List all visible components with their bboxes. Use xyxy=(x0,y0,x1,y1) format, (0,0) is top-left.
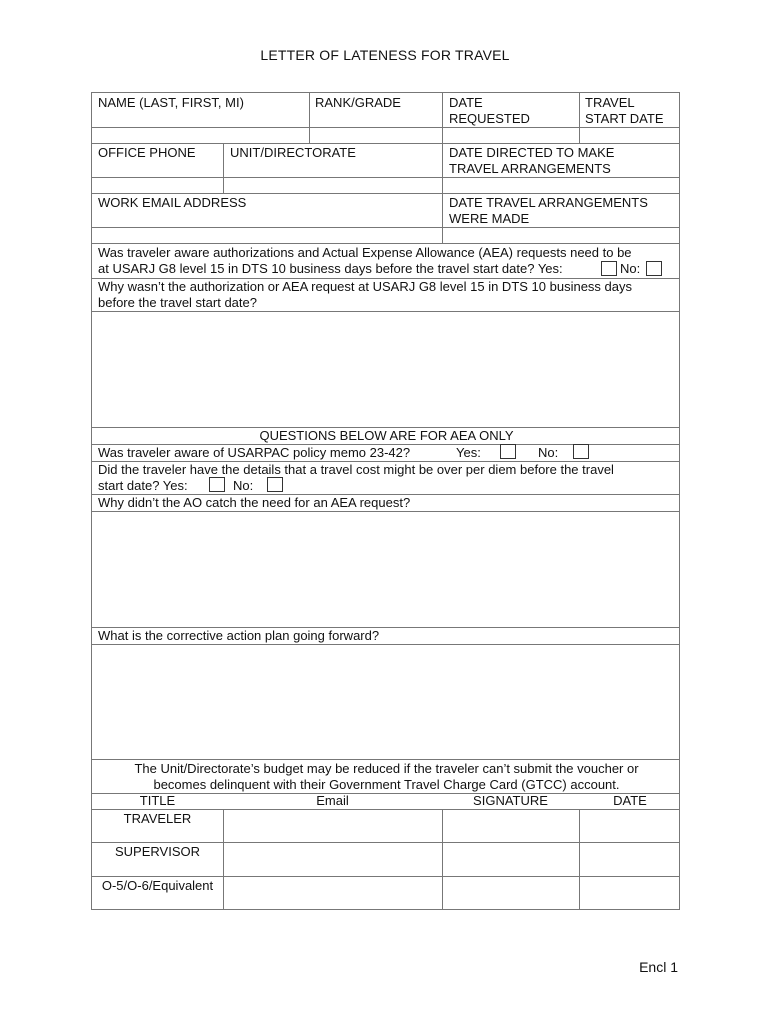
ao-catch-answer-field[interactable] xyxy=(92,512,680,626)
rank-field[interactable] xyxy=(310,128,442,143)
name-label: NAME (LAST, FIRST, MI) xyxy=(98,95,244,110)
aware-auth-no-checkbox[interactable] xyxy=(646,261,662,276)
aware-memo-question: Was traveler aware of USARPAC policy memo 23-42? xyxy=(98,445,411,460)
office-phone-field[interactable] xyxy=(92,178,223,193)
date-requested-field[interactable] xyxy=(443,128,579,143)
traveler-date-field[interactable] xyxy=(580,810,680,842)
date-directed-label-line2: TRAVEL ARRANGEMENTS xyxy=(449,161,611,176)
aware-memo-no-label: No: xyxy=(538,445,559,460)
supervisor-email-field[interactable] xyxy=(224,843,442,875)
lateness-form xyxy=(91,92,680,910)
aware-memo-no-checkbox[interactable] xyxy=(573,444,589,459)
aware-memo-yes-checkbox[interactable] xyxy=(500,444,516,459)
aware-auth-question-line2: at USARJ G8 level 15 in DTS 10 business days before the travel start date? Yes: xyxy=(98,261,563,276)
unit-label: UNIT/DIRECTORATE xyxy=(230,145,356,160)
row-traveler-label: TRAVELER xyxy=(123,811,192,826)
aea-section-heading: QUESTIONS BELOW ARE FOR AEA ONLY xyxy=(259,428,514,443)
why-not-question-line2: before the travel start date? xyxy=(98,295,257,310)
travel-start-label-line2: START DATE xyxy=(585,111,664,126)
why-not-question-line1: Why wasn’t the authorization or AEA request at USARJ G8 level 15 in DTS 10 business days xyxy=(98,279,632,294)
date-made-label-line2: WERE MADE xyxy=(449,211,530,226)
aware-auth-question-line1: Was traveler aware authorizations and Actual Expense Allowance (AEA) requests need to be xyxy=(98,245,632,260)
budget-notice-line1: The Unit/Directorate’s budget may be reduced if the traveler can’t submit the voucher or xyxy=(134,761,639,776)
details-question-line2: start date? Yes: xyxy=(98,478,188,493)
details-no-checkbox[interactable] xyxy=(267,477,283,492)
date-requested-label-line2: REQUESTED xyxy=(449,111,530,126)
row-supervisor-label: SUPERVISOR xyxy=(114,844,200,859)
office-phone-label: OFFICE PHONE xyxy=(98,145,196,160)
date-made-field[interactable] xyxy=(443,228,680,243)
unit-field[interactable] xyxy=(224,178,442,193)
o5-signature-field[interactable] xyxy=(443,877,579,909)
o5-email-field[interactable] xyxy=(224,877,442,909)
date-requested-label-line1: DATE xyxy=(449,95,483,110)
traveler-email-field[interactable] xyxy=(224,810,442,842)
traveler-signature-field[interactable] xyxy=(443,810,579,842)
o5-date-field[interactable] xyxy=(580,877,680,909)
date-made-label-line1: DATE TRAVEL ARRANGEMENTS xyxy=(449,195,648,210)
date-directed-label-line1: DATE DIRECTED TO MAKE xyxy=(449,145,615,160)
details-no-label: No: xyxy=(233,478,254,493)
col-date-header: DATE xyxy=(613,793,647,808)
aware-auth-yes-checkbox[interactable] xyxy=(601,261,617,276)
corrective-action-answer-field[interactable] xyxy=(92,645,680,758)
details-question-line1: Did the traveler have the details that a travel cost might be over per diem before the travel xyxy=(98,462,614,477)
budget-notice-line2: becomes delinquent with their Government Travel Charge Card (GTCC) account. xyxy=(153,777,620,792)
page-title: LETTER OF LATENESS FOR TRAVEL xyxy=(260,47,510,63)
col-email-header: Email xyxy=(316,793,349,808)
travel-start-label-line1: TRAVEL xyxy=(585,95,635,110)
aware-memo-yes-label: Yes: xyxy=(456,445,481,460)
col-title-header: TITLE xyxy=(139,793,176,808)
aware-auth-no-label: No: xyxy=(620,261,641,276)
why-not-answer-field[interactable] xyxy=(92,312,680,426)
row-o5-label: O-5/O-6/Equivalent xyxy=(101,878,214,893)
work-email-field[interactable] xyxy=(92,228,442,243)
details-yes-checkbox[interactable] xyxy=(209,477,225,492)
corrective-action-question: What is the corrective action plan going forward? xyxy=(98,628,380,643)
date-directed-field[interactable] xyxy=(443,178,680,193)
rank-label: RANK/GRADE xyxy=(315,95,401,110)
name-field[interactable] xyxy=(92,128,309,143)
supervisor-date-field[interactable] xyxy=(580,843,680,875)
enclosure-label: Encl 1 xyxy=(639,959,678,975)
ao-catch-question: Why didn’t the AO catch the need for an AEA request? xyxy=(98,495,411,510)
col-signature-header: SIGNATURE xyxy=(473,793,548,808)
supervisor-signature-field[interactable] xyxy=(443,843,579,875)
work-email-label: WORK EMAIL ADDRESS xyxy=(98,195,247,210)
travel-start-date-field[interactable] xyxy=(580,128,680,143)
